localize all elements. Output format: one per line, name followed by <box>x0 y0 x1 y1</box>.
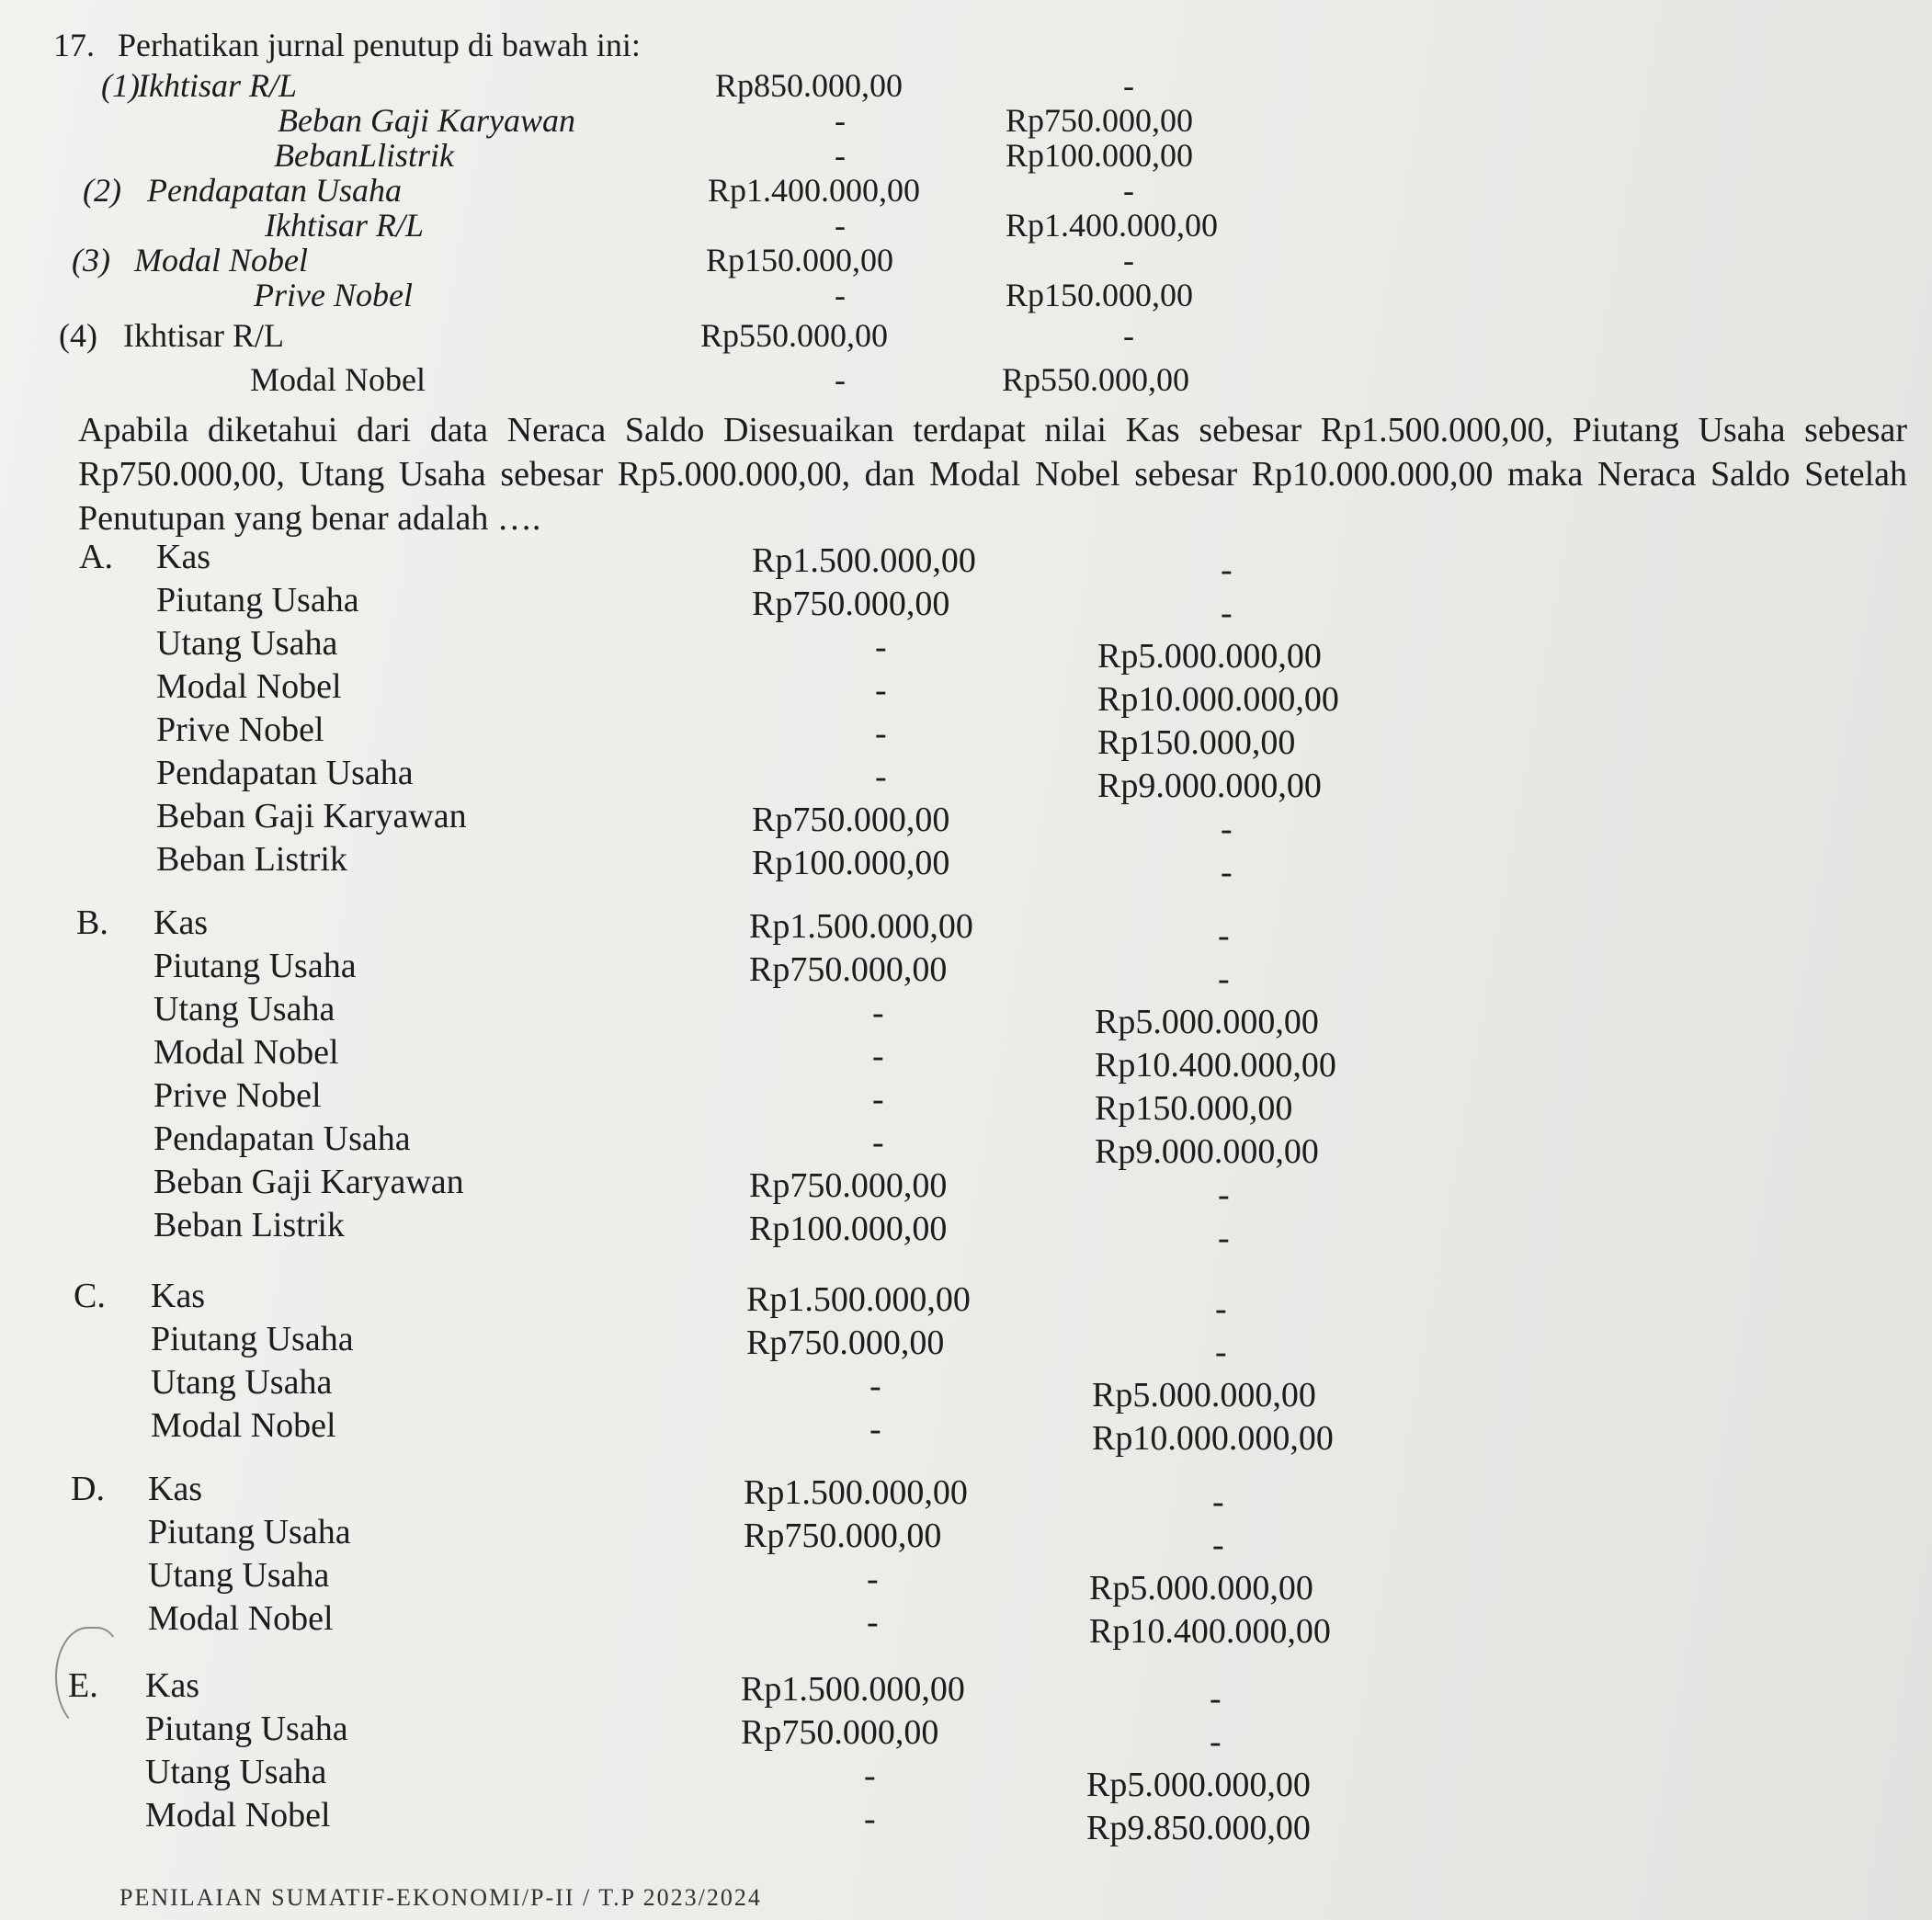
option-account: Piutang Usaha <box>145 1710 348 1748</box>
journal-credit: - <box>1123 242 1134 278</box>
option-credit: Rp10.400.000,00 <box>1095 1046 1336 1085</box>
option-debit: Rp100.000,00 <box>752 844 950 882</box>
question-number: 17. <box>53 27 95 63</box>
option-letter: A. <box>79 538 113 576</box>
option-credit: Rp5.000.000,00 <box>1089 1569 1313 1608</box>
journal-credit: Rp750.000,00 <box>1006 102 1194 139</box>
option-credit: Rp150.000,00 <box>1095 1089 1293 1128</box>
option-debit: - <box>872 1037 884 1075</box>
option-account: Modal Nobel <box>145 1796 331 1835</box>
option-account: Piutang Usaha <box>151 1320 354 1358</box>
option-debit: - <box>867 1560 879 1598</box>
option-credit: Rp10.000.000,00 <box>1097 680 1339 719</box>
option-credit: Rp5.000.000,00 <box>1097 637 1322 676</box>
option-account: Pendapatan Usaha <box>153 1119 411 1158</box>
option-credit: - <box>1221 594 1233 632</box>
question-intro: Perhatikan jurnal penutup di bawah ini: <box>118 27 641 63</box>
option-credit: Rp10.400.000,00 <box>1089 1612 1331 1651</box>
option-account: Modal Nobel <box>148 1599 334 1638</box>
journal-debit: Rp850.000,00 <box>715 67 903 104</box>
option-account: Utang Usaha <box>151 1363 333 1402</box>
journal-account: Modal Nobel <box>134 242 308 278</box>
journal-entry-number: (2) <box>83 172 121 209</box>
option-credit: - <box>1221 551 1233 589</box>
option-account: Modal Nobel <box>151 1406 336 1445</box>
option-account: Piutang Usaha <box>153 947 357 985</box>
journal-account: Modal Nobel <box>250 361 426 398</box>
option-credit: - <box>1210 1722 1222 1761</box>
option-account: Beban Gaji Karyawan <box>156 797 467 835</box>
option-credit: Rp150.000,00 <box>1097 723 1296 762</box>
option-debit: Rp1.500.000,00 <box>752 541 976 580</box>
option-debit: - <box>872 1080 884 1119</box>
option-debit: Rp1.500.000,00 <box>746 1280 971 1319</box>
option-credit: Rp10.000.000,00 <box>1092 1419 1334 1458</box>
option-debit: - <box>864 1800 876 1838</box>
pen-circle-mark <box>55 1627 123 1732</box>
option-letter: B. <box>76 903 108 942</box>
journal-account: Ikhtisar R/L <box>123 317 284 354</box>
journal-credit: Rp100.000,00 <box>1006 137 1194 174</box>
option-debit: - <box>875 757 887 796</box>
option-account: Beban Listrik <box>153 1206 345 1244</box>
option-debit: - <box>864 1756 876 1795</box>
journal-debit: - <box>835 137 846 174</box>
option-credit: Rp5.000.000,00 <box>1092 1376 1316 1414</box>
option-credit: Rp9.850.000,00 <box>1086 1809 1311 1847</box>
option-account: Pendapatan Usaha <box>156 754 414 792</box>
option-debit: Rp1.500.000,00 <box>741 1670 965 1709</box>
journal-account: BebanLlistrik <box>274 137 454 174</box>
option-account: Beban Listrik <box>156 840 347 879</box>
page-footer: PENILAIAN SUMATIF-EKONOMI/P-II / T.P 2023/2024 <box>119 1884 762 1911</box>
option-credit: - <box>1212 1483 1224 1521</box>
option-account: Utang Usaha <box>153 990 335 1028</box>
option-account: Kas <box>153 903 209 942</box>
option-letter: D. <box>71 1470 105 1508</box>
option-debit: - <box>875 671 887 710</box>
journal-debit: Rp550.000,00 <box>700 317 889 354</box>
option-credit: - <box>1218 1219 1230 1257</box>
option-debit: Rp100.000,00 <box>749 1210 948 1248</box>
journal-row <box>0 276 1932 320</box>
option-debit: - <box>875 714 887 753</box>
option-debit: Rp750.000,00 <box>746 1324 945 1362</box>
option-account: Modal Nobel <box>156 667 342 706</box>
option-debit: Rp750.000,00 <box>752 585 950 623</box>
option-debit: Rp750.000,00 <box>744 1517 942 1555</box>
option-account: Utang Usaha <box>148 1556 330 1595</box>
option-account: Utang Usaha <box>145 1753 327 1791</box>
option-debit: Rp1.500.000,00 <box>744 1473 968 1512</box>
journal-debit: Rp1.400.000,00 <box>708 172 921 209</box>
journal-row <box>0 316 1932 360</box>
option-credit: Rp9.000.000,00 <box>1095 1132 1319 1171</box>
option-debit: - <box>875 628 887 666</box>
option-account: Piutang Usaha <box>156 581 359 619</box>
journal-row <box>0 360 1932 404</box>
journal-credit: - <box>1123 67 1134 104</box>
option-account: Modal Nobel <box>153 1033 339 1072</box>
option-credit: Rp5.000.000,00 <box>1086 1766 1311 1804</box>
journal-credit: - <box>1123 172 1134 209</box>
option-credit: Rp9.000.000,00 <box>1097 767 1322 805</box>
journal-debit: - <box>835 207 846 244</box>
option-account: Piutang Usaha <box>148 1513 351 1551</box>
journal-account: Beban Gaji Karyawan <box>278 102 575 139</box>
option-letter: C. <box>74 1277 106 1315</box>
option-debit: Rp1.500.000,00 <box>749 907 973 946</box>
option-account: Kas <box>156 538 211 576</box>
option-account: Kas <box>151 1277 206 1315</box>
option-debit: - <box>872 1123 884 1162</box>
option-account: Utang Usaha <box>156 624 338 663</box>
journal-entry-number: (1) <box>101 67 140 104</box>
journal-entry-number: (4) <box>59 317 97 354</box>
option-account: Prive Nobel <box>156 710 324 749</box>
option-debit: - <box>869 1410 881 1449</box>
option-credit: - <box>1221 853 1233 892</box>
option-debit: Rp750.000,00 <box>752 801 950 839</box>
option-debit: Rp750.000,00 <box>749 1166 948 1205</box>
option-account: Beban Gaji Karyawan <box>153 1163 464 1201</box>
option-letter: E. <box>68 1666 98 1705</box>
journal-debit: - <box>835 277 846 313</box>
option-debit: - <box>869 1367 881 1405</box>
journal-account: Prive Nobel <box>254 277 413 313</box>
option-credit: - <box>1218 960 1230 998</box>
option-account: Prive Nobel <box>153 1076 322 1115</box>
journal-account: Ikhtisar R/L <box>138 67 298 104</box>
option-account: Kas <box>145 1666 200 1705</box>
journal-account: Pendapatan Usaha <box>147 172 402 209</box>
journal-entry-number: (3) <box>72 242 110 278</box>
option-credit: - <box>1221 810 1233 848</box>
journal-account: Ikhtisar R/L <box>265 207 425 244</box>
journal-credit: Rp1.400.000,00 <box>1006 207 1219 244</box>
option-debit: Rp750.000,00 <box>749 950 948 989</box>
option-credit: - <box>1218 916 1230 955</box>
journal-debit: - <box>835 102 846 139</box>
journal-credit: Rp150.000,00 <box>1006 277 1194 313</box>
option-debit: - <box>867 1603 879 1642</box>
journal-debit: - <box>835 361 846 398</box>
journal-debit: Rp150.000,00 <box>706 242 894 278</box>
option-credit: - <box>1215 1333 1227 1371</box>
option-credit: - <box>1215 1289 1227 1328</box>
option-debit: Rp750.000,00 <box>741 1713 939 1752</box>
option-credit: - <box>1212 1526 1224 1564</box>
journal-credit: Rp550.000,00 <box>1002 361 1190 398</box>
option-credit: Rp5.000.000,00 <box>1095 1003 1319 1041</box>
option-debit: - <box>872 994 884 1032</box>
option-credit: - <box>1218 1176 1230 1214</box>
option-credit: - <box>1210 1679 1222 1718</box>
question-paragraph: Apabila diketahui dari data Neraca Saldo Disesuaikan terdapat nilai Kas sebesar Rp1.500.000,00, Piutang Usaha sebesar Rp750.000,00, Utang Usaha sebesar Rp5.000.000,00, dan Modal Nobel sebesar Rp10.000.000,00 maka Neraca Saldo Setelah Penutupan yang benar adalah …. <box>78 411 1907 538</box>
journal-credit: - <box>1123 317 1134 354</box>
option-account: Kas <box>148 1470 203 1508</box>
